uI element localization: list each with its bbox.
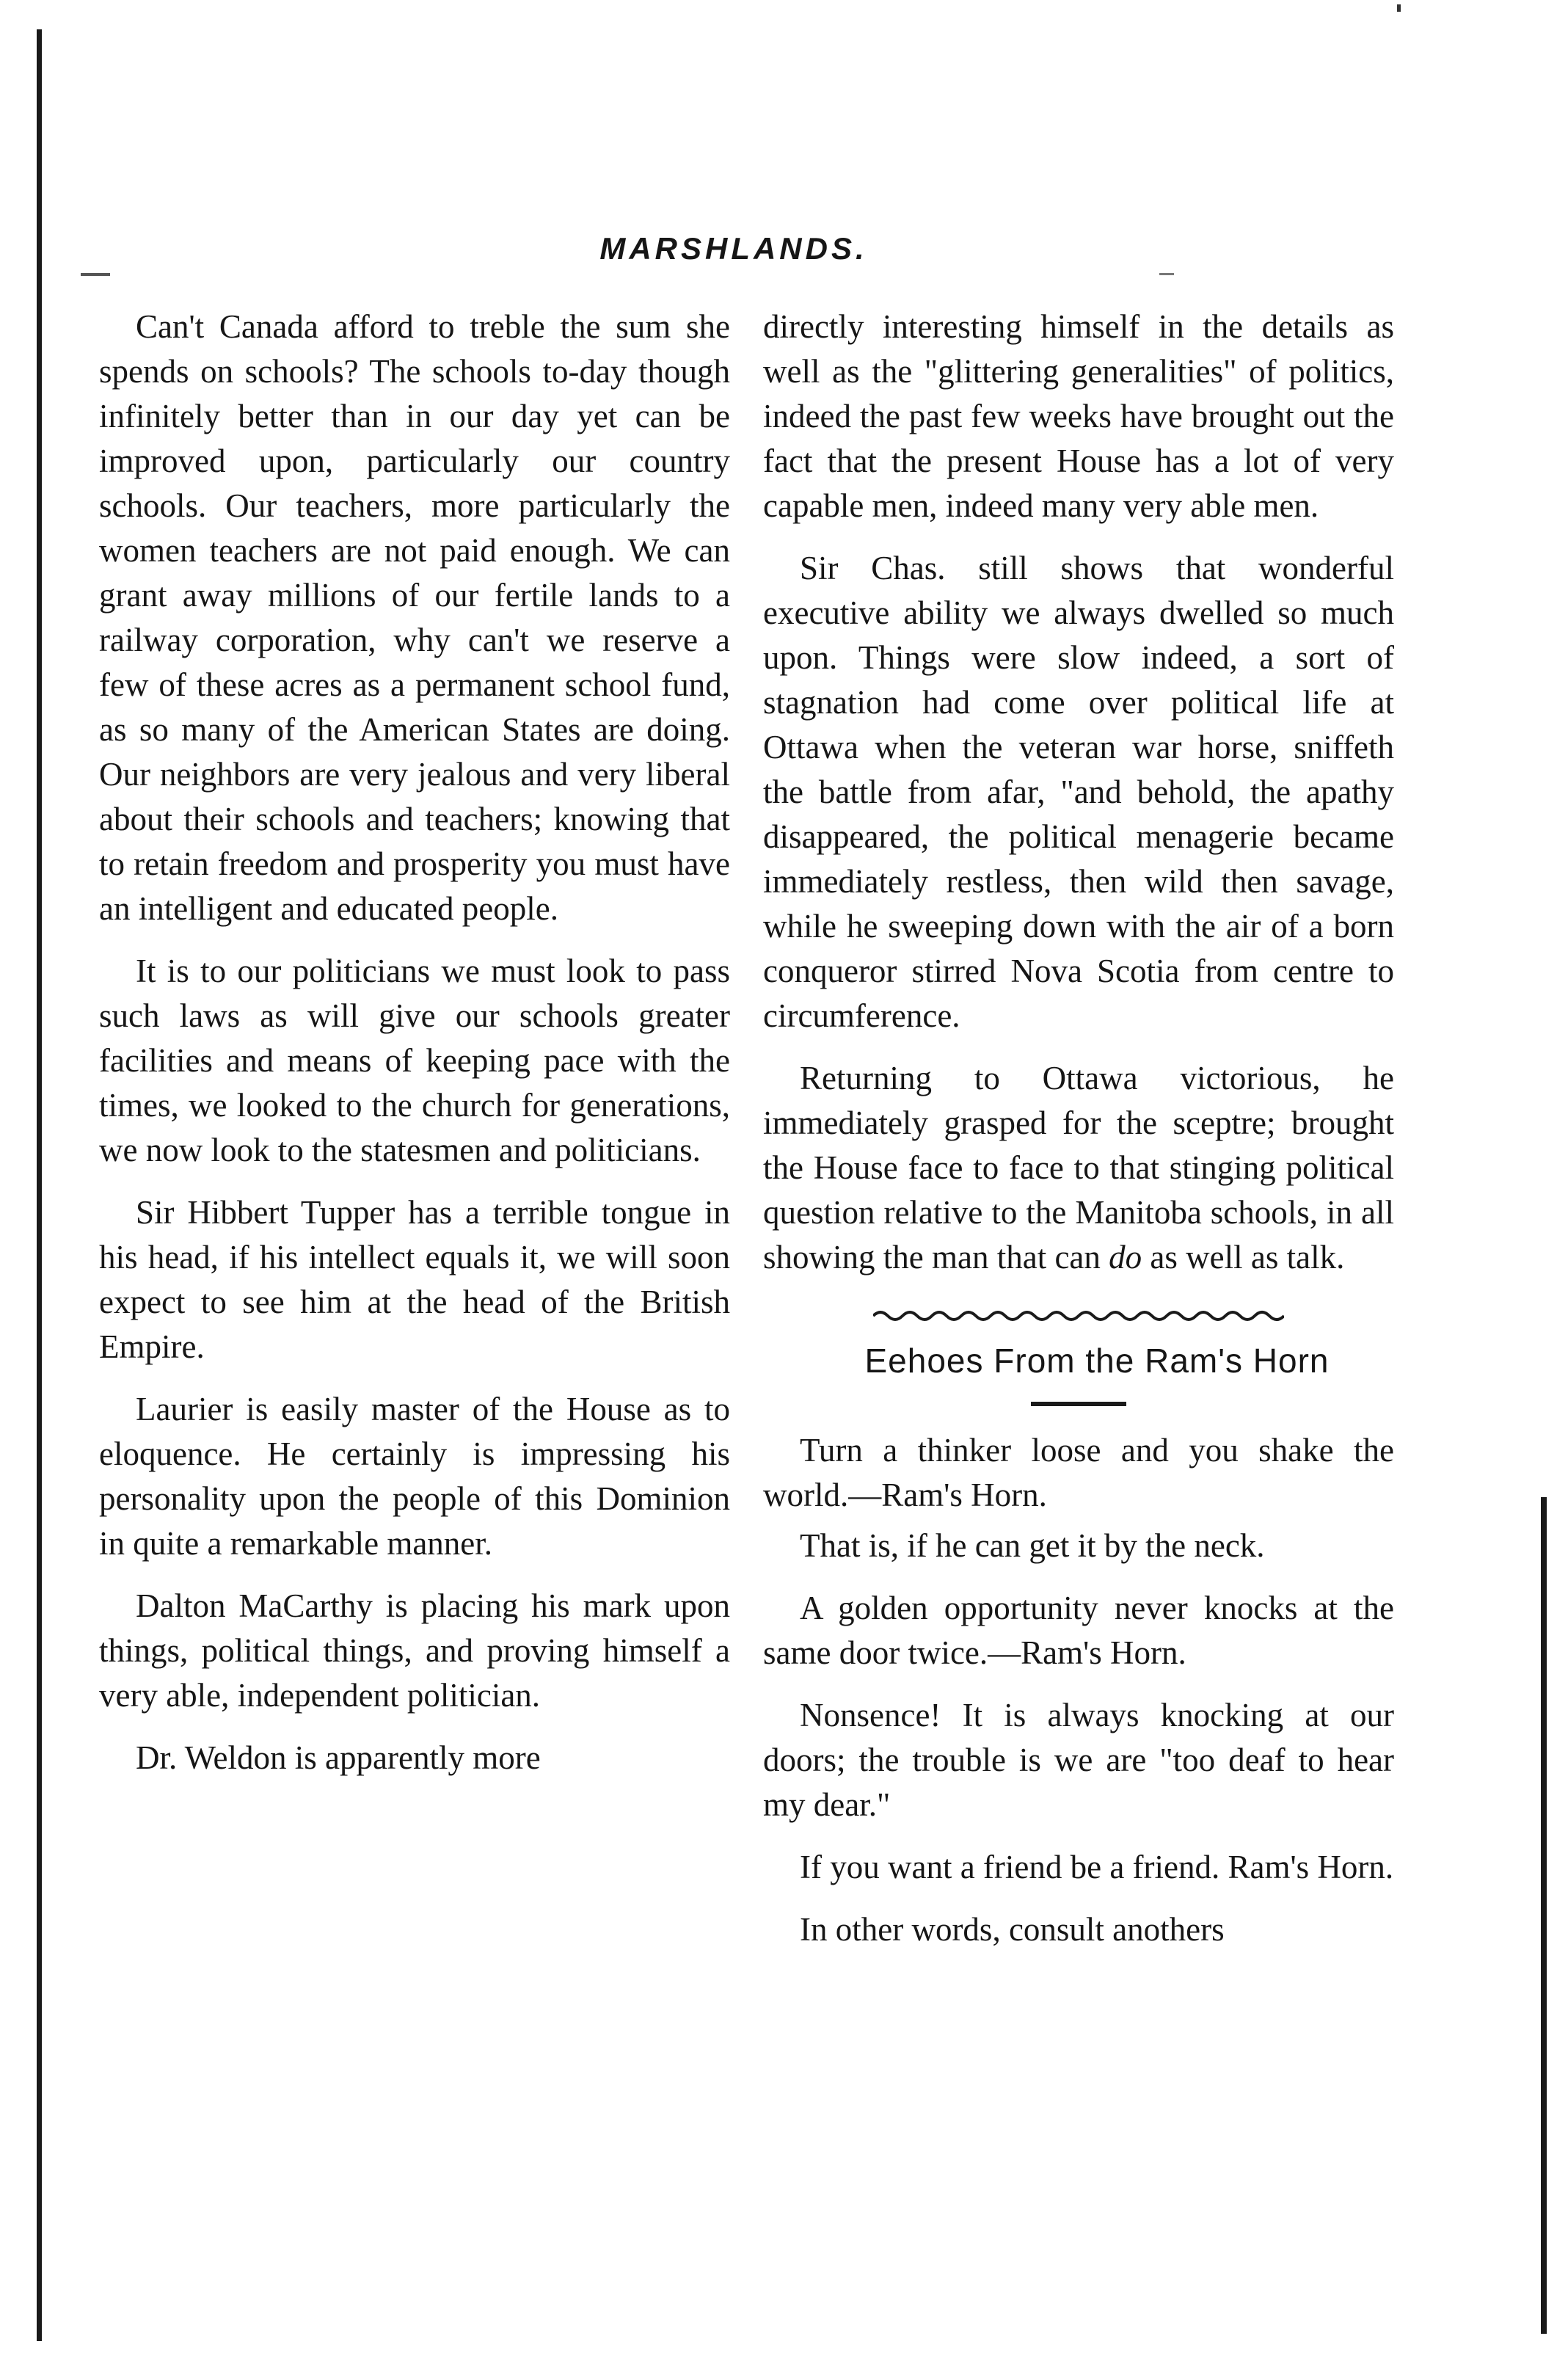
echo-item: Nonsence! It is always knocking at our doors; the trouble is we are "too deaf to hear my dear." bbox=[763, 1697, 1394, 1823]
paragraph-ottawa-tail: as well as talk. bbox=[1150, 1239, 1345, 1276]
paragraph-ottawa-text: Returning to Ottawa victorious, he immediately grasped for the sceptre; brought the House face to face to that stinging political question relative to the Manitoba schools, in all showing the man that can bbox=[763, 1060, 1394, 1276]
left-column bbox=[99, 305, 730, 1798]
paragraph-sir-chas: Sir Chas. still shows that wonderful executive ability we always dwelled so much upon. Things were slow indeed, a sort of stagnation had come over political life at Ottawa when the veteran war horse, sniffeth the battle from afar, "and behold, the apathy disappeared, the political menagerie became immediately restless, then wild then savage, while he sweeping down with the air of a born conqueror stirred Nova Scotia from centre to circumference. bbox=[763, 550, 1394, 1034]
echo-item: A golden opportunity never knocks at the same door twice.—Ram's Horn. bbox=[763, 1590, 1394, 1671]
right-margin-rule bbox=[1541, 1497, 1547, 2334]
head-ornament-right bbox=[1159, 273, 1174, 275]
paragraph-politicians: It is to our politicians we must look to pass such laws as will give our schools greater facilities and means of keeping pace with the times, we looked to the church for generations, we now look to the statesmen and politicians. bbox=[99, 953, 730, 1168]
right-column bbox=[763, 305, 1394, 1970]
corner-speck bbox=[1397, 4, 1401, 12]
paragraph-continued: directly interesting himself in the details as well as the "glittering generalities" of politics, indeed the past few weeks have brought out the fact that the present House has a lot of very capable men, indeed many very able men. bbox=[763, 308, 1394, 524]
echo-item: That is, if he can get it by the neck. bbox=[800, 1527, 1265, 1564]
emphasis-do: do bbox=[1109, 1239, 1142, 1276]
echo-item: Turn a thinker loose and you shake the world.—Ram's Horn. bbox=[763, 1432, 1394, 1513]
paragraph-weldon: Dr. Weldon is apparently more bbox=[136, 1739, 541, 1776]
paragraph-schools: Can't Canada afford to treble the sum she spends on schools? The schools to-day though infinitely better than in our day yet can be improved upon, particularly our country schools. Our teachers, more particularly the women teachers are not paid enough. We can grant away millions of our fertile lands to a railway corporation, why can't we reserve a few of these acres as a permanent school fund, as so many of the American States are doing. Our neighbors are very jealous and very liberal about their schools and teachers; knowing that to retain freedom and prosperity you must have an intelligent and educated people. bbox=[99, 308, 730, 927]
echo-item: In other words, consult anothers bbox=[800, 1911, 1225, 1948]
paragraph-ottawa bbox=[763, 1056, 1394, 1280]
wavy-divider bbox=[873, 1306, 1284, 1325]
section-title: Eehoes From the Ram's Horn bbox=[864, 1342, 1330, 1380]
paragraph-tupper: Sir Hibbert Tupper has a terrible tongue in his head, if his intellect equals it, we will soon expect to see him at the head of the British Empire. bbox=[99, 1194, 730, 1365]
paragraph-laurier: Laurier is easily master of the House as to eloquence. He certainly is impressing his personality upon the people of this Dominion in quite a remarkable manner. bbox=[99, 1391, 730, 1562]
head-ornament-left bbox=[81, 273, 110, 276]
running-head: MARSHLANDS. bbox=[599, 231, 868, 266]
section-title-rule bbox=[1031, 1402, 1126, 1406]
paragraph-mccarthy: Dalton MaCarthy is placing his mark upon things, political things, and proving himself a very able, independent politician. bbox=[99, 1587, 730, 1714]
left-margin-rule bbox=[37, 29, 42, 2341]
echo-item: If you want a friend be a friend. Ram's Horn. bbox=[800, 1849, 1394, 1885]
